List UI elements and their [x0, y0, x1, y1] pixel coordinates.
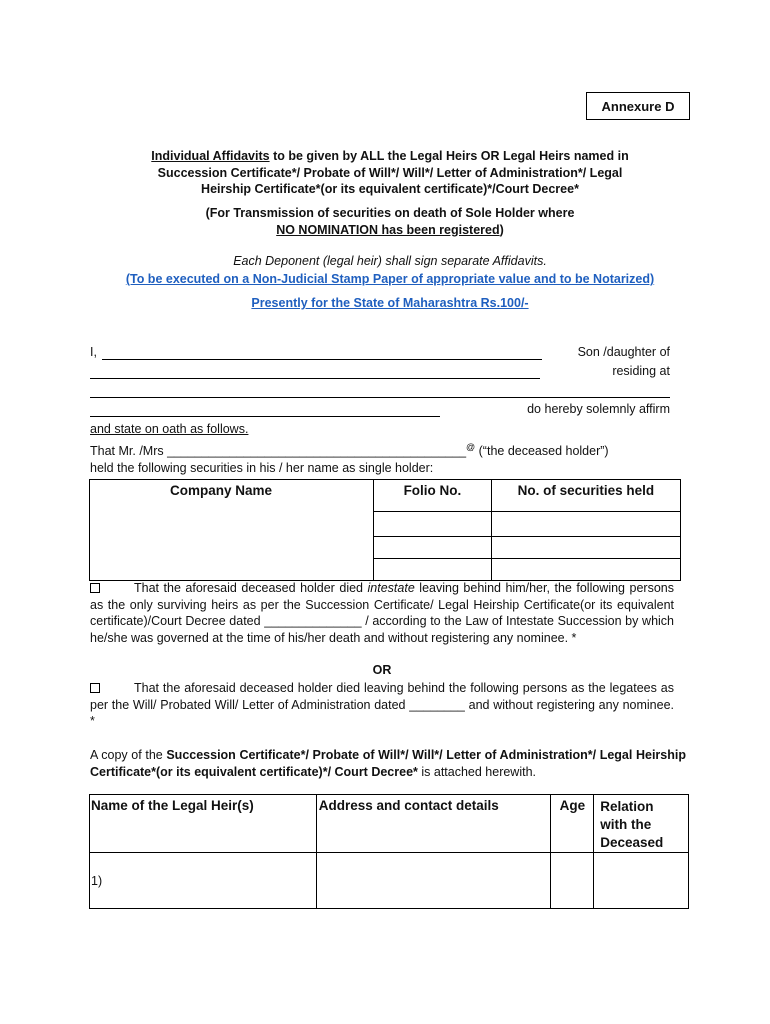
address-header: Address and contact details [318, 798, 499, 813]
affirm-label: do hereby solemnly affirm [527, 402, 670, 416]
copy-pre-text: A copy of the [90, 748, 167, 762]
heir-row-number: 1) [91, 873, 103, 888]
heir-name-header-cell [90, 795, 317, 853]
each-deponent-note: Each Deponent (legal heir) shall sign separate Affidavits. [233, 254, 547, 268]
at-mark: @ [466, 442, 476, 452]
deceased-line [90, 442, 609, 458]
securities-cell[interactable] [491, 536, 680, 558]
title-line1-rest: to be given by ALL the Legal Heirs OR Legal Heirs named in [269, 149, 629, 163]
no-nomination-text: NO NOMINATION has been registered [276, 222, 500, 237]
folio-cell[interactable] [374, 512, 492, 536]
title-line-3: Heirship Certificate*(or its equivalent certificate)*/Court Decree* [201, 182, 579, 196]
legal-heirs-table [89, 794, 689, 909]
address-blank-line-1 [90, 397, 670, 398]
address-header-cell [316, 795, 551, 853]
title-lead: Individual Affidavits [151, 149, 270, 163]
securities-header-cell [491, 480, 680, 512]
copy-documents-bold: Succession Certificate*/ Probate of Will*/ Will*/ Letter of Administration*/ Legal Heirship Certificate*(or its equivalent certificate)*/ Court Decree* [90, 748, 686, 779]
address-blank-line-2 [90, 416, 440, 417]
that-mr-mrs: That Mr. /Mrs ___________________________________________ [90, 444, 467, 459]
securities-cell[interactable] [491, 558, 680, 580]
affidavit-title [90, 148, 690, 198]
i-label: I, [90, 345, 97, 359]
no-of-securities-header: No. of securities held [517, 483, 655, 498]
company-name-col [90, 480, 374, 581]
held-statement: held the following securities in his / her name as single holder: [90, 461, 434, 475]
securities-table [89, 479, 681, 581]
copy-post-text: is attached herewith. [417, 764, 537, 779]
copy-statement [90, 747, 686, 780]
relation-header: Relation with the Deceased [600, 799, 664, 850]
maharashtra-note: Presently for the State of Maharashtra Rs.100/- [251, 296, 529, 310]
son-daughter-label: Son /daughter of [577, 345, 670, 359]
intestate-pre-text: That the aforesaid deceased holder died [134, 581, 368, 595]
will-clause [90, 680, 674, 730]
age-header-cell [551, 795, 594, 853]
folio-header-cell [374, 480, 492, 512]
stamp-paper-note: (To be executed on a Non-Judicial Stamp Paper of appropriate value and to be Notarized) [125, 272, 655, 286]
subtitle-line-2 [90, 222, 690, 239]
folio-cell[interactable] [374, 536, 492, 558]
intestate-clause [90, 580, 674, 646]
transmission-subtitle [90, 205, 690, 238]
parent-blank-line [90, 378, 540, 379]
annexure-label: Annexure D [586, 92, 690, 120]
deceased-holder-label: (“the deceased holder”) [475, 444, 609, 459]
oath-statement: and state on oath as follows. [90, 422, 249, 436]
intestate-checkbox[interactable] [90, 583, 100, 593]
name-blank-line [102, 359, 492, 360]
name-blank-line-2 [492, 359, 542, 360]
securities-cell[interactable] [491, 512, 680, 536]
folio-cell[interactable] [374, 558, 492, 580]
age-header: Age [559, 798, 586, 813]
relation-cell[interactable] [594, 853, 689, 909]
heir-name-cell[interactable] [90, 853, 317, 909]
intestate-word: intestate [367, 581, 415, 595]
residing-label: residing at [612, 364, 670, 378]
relation-header-cell [594, 795, 689, 853]
company-name-header: Company Name [170, 483, 273, 498]
title-line-1 [90, 148, 690, 165]
intestate-post-text: leaving behind him/her, the following persons as the only surviving heirs as per the Succession Certificate/ Legal Heirship Certificate(or its equivalent certificate)/Court Decree dated ______________ / according to the Law of Intestate Succession by which he/she was governed at the time of his/her death and without registering any nominee. * [90, 581, 674, 645]
or-separator: OR [372, 663, 392, 677]
heir-name-header: Name of the Legal Heir(s) [91, 798, 254, 813]
title-line-2: Succession Certificate*/ Probate of Will*/ Will*/ Letter of Administration*/ Legal [157, 165, 623, 180]
will-text: That the aforesaid deceased holder died leaving behind the following persons as the legatees as per the Will/ Probated Will/ Letter of Administration dated ________ and without registering any nominee. * [90, 681, 674, 728]
age-cell[interactable] [551, 853, 594, 909]
address-cell[interactable] [316, 853, 551, 909]
subtitle-line-1: (For Transmission of securities on death of Sole Holder where [205, 206, 575, 220]
subtitle-close-paren: ) [499, 222, 504, 237]
folio-no-header: Folio No. [403, 483, 462, 498]
will-checkbox[interactable] [90, 683, 100, 693]
